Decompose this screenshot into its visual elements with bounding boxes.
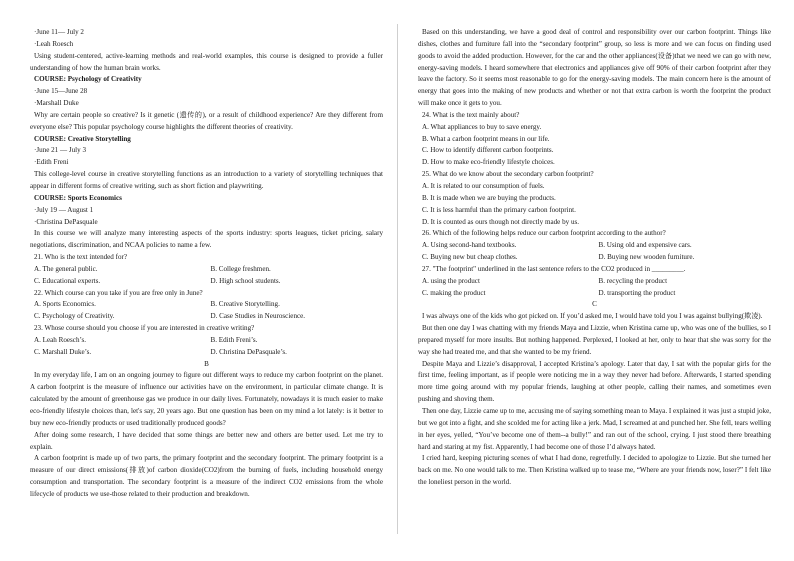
option-c[interactable]: C. making the product — [422, 288, 486, 297]
course-date: ·June 21 — July 3 — [34, 146, 87, 155]
passage-paragraph: I cried hard, keeping picturing scenes of what I had done, regretfully. I decided to apologize to Lizzie. But she turned her back on me. No one would talk to me. Then Kristina walked up to tease me, “Where are your friends now, loser?” I felt like the loneliest person in the world. — [418, 454, 771, 487]
option-c[interactable]: C. Psychology of Creativity. — [34, 312, 115, 321]
option-d[interactable]: D. Case Studies in Neuroscience. — [210, 312, 306, 321]
option-a[interactable]: A. It is related to our consumption of fuels. — [422, 181, 545, 190]
course-title: COURSE: Psychology of Creativity — [34, 75, 142, 84]
option-c[interactable]: C. Educational experts. — [34, 276, 101, 285]
section-heading-b: B — [204, 359, 209, 368]
passage-paragraph: In my everyday life, I am on an ongoing journey to figure out different ways to reduce my carbon footprint on the planet. A carbon footprint is the measure of influence our activities have on the environment, in particular climate change. It is calculated by the amount of greenhouse gas we produce in our daily lives. Fortunately, nowadays it is much easier to make eco-friendly lifestyle choices than, let's say, 20 years ago. But one question has been on my mind a lot lately: is it better to buy new eco-friendly products or used traditionally produced goods? — [30, 371, 383, 427]
options-row — [418, 240, 771, 252]
course-title: COURSE: Creative Storytelling — [34, 134, 131, 143]
options-row — [30, 347, 383, 359]
option-d[interactable]: D. It is counted as ours though not directly made by us. — [422, 217, 580, 226]
option-a[interactable]: A. Sports Economics. — [34, 300, 96, 309]
question-23: 23. Whose course should you choose if you are interested in creative writing? — [34, 324, 255, 333]
course-date: ·June 11— July 2 — [34, 28, 84, 36]
question-27: 27. "The footprint" underlined in the last sentence refers to the CO2 produced in _________. — [422, 264, 686, 273]
option-a[interactable]: A. using the product — [422, 276, 480, 285]
option-b[interactable]: B. It is made when we are buying the products. — [422, 193, 556, 202]
course-title: COURSE: Sports Economics — [34, 193, 122, 202]
course-teacher: ·Christina DePasquale — [34, 217, 98, 226]
question-25: 25. What do we know about the secondary carbon footprint? — [422, 170, 594, 179]
option-c[interactable]: C. Marshall Duke’s. — [34, 347, 92, 356]
option-b[interactable]: B. What a carbon footprint means in our life. — [422, 134, 550, 143]
option-a[interactable]: A. Leah Roesch’s. — [34, 335, 87, 344]
course-teacher: ·Edith Freni — [34, 158, 69, 167]
course-description: Why are certain people so creative? Is it genetic (遗传的), or a result of childhood experience? Are they different from everyone else? This popular psychology course highlights the different theories of creativity. — [30, 110, 383, 131]
course-description: Using student-centered, active-learning methods and real-world examples, this course is designed to provide a fuller understanding of how the human brain works. — [30, 51, 383, 72]
option-a[interactable]: A. What appliances to buy to save energy. — [422, 122, 542, 131]
options-row — [30, 311, 383, 323]
question-21: 21. Who is the text intended for? — [34, 253, 128, 262]
options-row — [30, 299, 383, 311]
question-24: 24. What is the text mainly about? — [422, 110, 520, 119]
question-22: 22. Which course can you take if you are free only in June? — [34, 288, 203, 297]
option-c[interactable]: C. It is less harmful than the primary carbon footprint. — [422, 205, 576, 214]
option-c[interactable]: C. Buying new but cheap clothes. — [422, 253, 518, 262]
option-b[interactable]: B. Using old and expensive cars. — [598, 241, 692, 250]
course-description: In this course we will analyze many interesting aspects of the sports industry: sports leagues, ticket pricing, salary negotiations, discrimination, and NCAA policies to name a few. — [30, 229, 383, 250]
passage-paragraph: After doing some research, I have decided that some things are better new and others are better used. Let me try to explain. — [30, 430, 383, 451]
left-column — [30, 27, 383, 501]
passage-paragraph: Then one day, Lizzie came up to me, accusing me of saying something mean to Maya. I explained it was just a stupid joke, but we got into a fight, and she scolded me for acting like a jerk. Mad, I screamed at and punched her. She fell, tears welling in her eyes, yelled, “You’ve become one of them--a bully!” and ran out of the school, crying. I just stood there breathing hard and staring at my fist. Apparently, I had become one of those I’d always hated. — [418, 407, 771, 451]
passage-paragraph: Despite Maya and Lizzie’s disapproval, I accepted Kristina’s apology. Later that day, I sat with the popular girls for the first time, feeling important, as if people were noticing me in a way they never had before. Afterwards, I started spending more time going around with my popular friends, laughing at other people, calling their names, and sometimes even pushing and shoving them. — [418, 359, 771, 404]
options-row — [30, 335, 383, 347]
options-row — [30, 276, 383, 288]
option-a[interactable]: A. Using second-hand textbooks. — [422, 241, 517, 250]
course-description: This college-level course in creative storytelling functions as an introduction to a variety of storytelling techniques that appear in different forms of creative writing, such as short fiction and playwriting. — [30, 170, 383, 190]
option-b[interactable]: B. College freshmen. — [210, 264, 271, 273]
option-c[interactable]: C. How to identify different carbon footprints. — [422, 146, 554, 155]
options-row — [30, 264, 383, 276]
course-date: ·June 15—June 28 — [34, 87, 88, 96]
option-d[interactable]: D. How to make eco-friendly lifestyle choices. — [422, 158, 555, 167]
option-b[interactable]: B. recycling the product — [598, 276, 668, 285]
options-row — [418, 252, 771, 264]
passage-paragraph: But then one day I was chatting with my friends Maya and Lizzie, when Kristina came up, who was one of the bullies, so I prepared myself for more insults. But nothing happened. Perplexed, I looked at her, only to hear that she was sorry for the way she had treated me, and that she wanted to be my friend. — [418, 324, 771, 356]
course-teacher: ·Leah Roesch — [34, 39, 74, 48]
passage-paragraph: I was always one of the kids who got picked on. If you’d asked me, I would have told you I was against bullying(欺凌). — [422, 312, 763, 321]
options-row — [418, 288, 771, 300]
column-divider — [397, 24, 398, 534]
course-date: ·July 19 — August 1 — [34, 205, 94, 214]
section-heading-c: C — [592, 300, 597, 309]
passage-paragraph: A carbon footprint is made up of two parts, the primary footprint and the secondary footprint. The primary footprint is a measure of our direct emissions(排放)of carbon dioxide(CO2)from the burning of fuels, including household energy consumption and transportation. The secondary footprint is a measure of the indirect CO2 emissions from the whole lifecycle of products we use-those related to their production and breakdown. — [30, 454, 383, 498]
option-d[interactable]: D. transporting the product — [598, 288, 676, 297]
passage-paragraph: Based on this understanding, we have a good deal of control and responsibility over our carbon footprint. Things like dishes, clothes and furniture fall into the “secondary footprint” group, so less is more and we can focus on finding used goods to avoid the added production. However, for the car and the other appliances(设备)that we need we can go with new, energy-saving models. I heard somewhere that electronics and appliances give off 90% of their carbon footprint after they leave the factory. So it seems most reasonable to go for the energy-saving models. The main concern here is the amount of energy that goes into the making of new products and whether or not that extra carbon is worth the footprint the product will make once it gets to you. — [418, 28, 771, 108]
option-b[interactable]: B. Creative Storytelling. — [210, 300, 280, 309]
option-d[interactable]: D. Buying new wooden furniture. — [598, 253, 695, 262]
option-d[interactable]: D. High school students. — [210, 276, 281, 285]
option-a[interactable]: A. The general public. — [34, 264, 98, 273]
course-teacher: ·Marshall Duke — [34, 99, 79, 108]
option-d[interactable]: D. Christina DePasquale’s. — [210, 347, 287, 356]
options-row — [418, 276, 771, 288]
option-b[interactable]: B. Edith Freni’s. — [210, 335, 258, 344]
right-column — [418, 27, 771, 489]
question-26: 26. Which of the following helps reduce our carbon footprint according to the author? — [422, 229, 666, 238]
